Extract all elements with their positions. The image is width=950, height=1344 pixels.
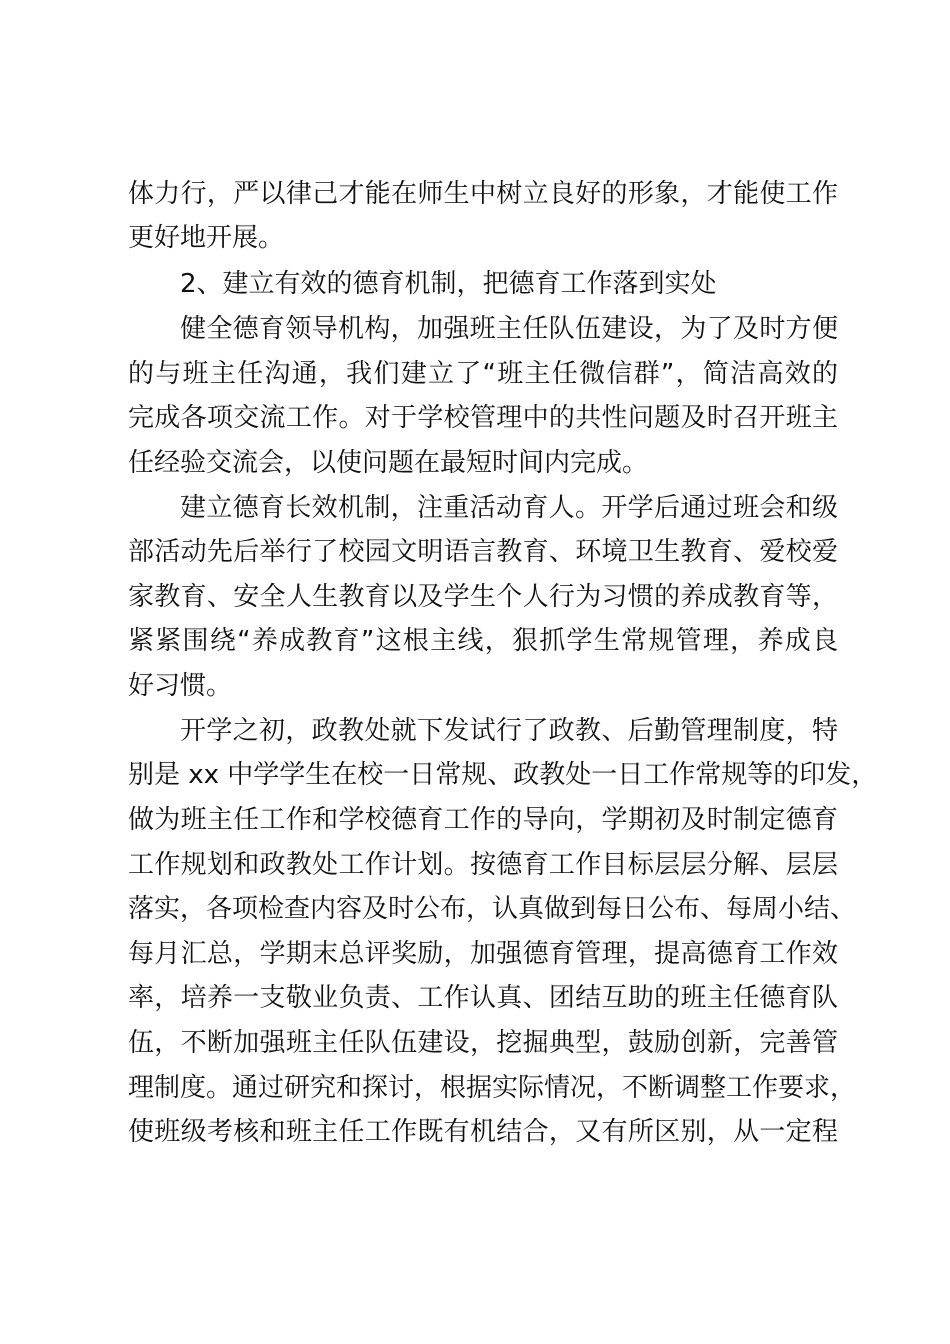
- text-line: 健全德育领导机构，加强班主任队伍建设，为了及时方便: [180, 314, 838, 344]
- text-line: 做为班主任工作和学校德育工作的导向，学期初及时制定德育: [128, 805, 838, 835]
- text-line: 别是 xx 中学学生在校一日常规、政教处一日工作常规等的印发，: [128, 760, 878, 790]
- text-line: 任经验交流会，以使问题在最短时间内完成。: [128, 448, 649, 478]
- text-line: 工作规划和政教处工作计划。按德育工作目标层层分解、层层: [128, 850, 838, 880]
- text-line: 的与班主任沟通，我们建立了“班主任微信群”，简洁高效的: [128, 359, 838, 389]
- text-line: 伍，不断加强班主任队伍建设，挖掘典型，鼓励创新，完善管: [128, 1028, 838, 1058]
- text-line: 紧紧围绕“养成教育”这根主线，狠抓学生常规管理，养成良: [128, 626, 838, 656]
- text-line: 好习惯。: [128, 671, 233, 701]
- text-line: 家教育、安全人生教育以及学生个人行为习惯的养成教育等，: [128, 582, 838, 612]
- text-line: 完成各项交流工作。对于学校管理中的共性问题及时召开班主: [128, 403, 838, 433]
- text-line: 率，培养一支敬业负责、工作认真、团结互助的班主任德育队: [128, 983, 838, 1013]
- text-line: 更好地开展。: [128, 223, 285, 253]
- text-line: 每月汇总，学期末总评奖励，加强德育管理，提高德育工作效: [128, 939, 838, 969]
- text-line: 部活动先后举行了校园文明语言教育、环境卫生教育、爱校爱: [128, 537, 838, 567]
- section-heading: 2、建立有效的德育机制，把德育工作落到实处: [180, 269, 717, 299]
- text-line: 落实，各项检查内容及时公布，认真做到每日公布、每周小结、: [128, 894, 857, 924]
- text-line: 建立德育长效机制，注重活动育人。开学后通过班会和级: [180, 493, 838, 523]
- text-line: 体力行，严以律己才能在师生中树立良好的形象，才能使工作: [128, 179, 838, 209]
- text-line: 开学之初，政教处就下发试行了政教、后勤管理制度，特: [180, 716, 838, 746]
- text-line: 使班级考核和班主任工作既有机结合，又有所区别，从一定程: [128, 1117, 838, 1147]
- text-line: 理制度。通过研究和探讨，根据实际情况，不断调整工作要求，: [128, 1073, 857, 1103]
